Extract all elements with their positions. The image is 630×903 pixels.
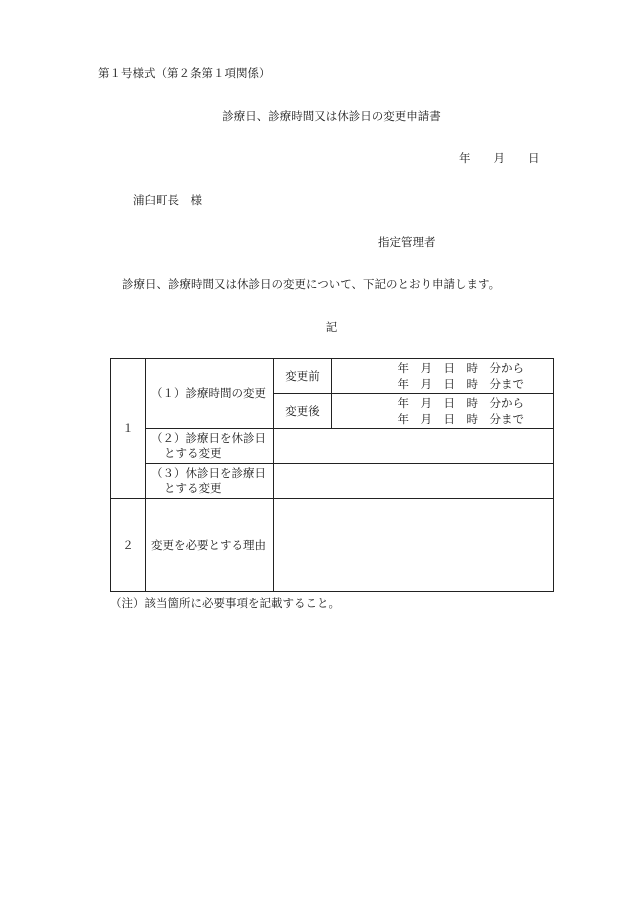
before-change-times <box>332 359 554 394</box>
holiday-to-day-entry-cell <box>274 464 554 499</box>
item-number-1: １ <box>111 359 146 499</box>
day-to-holiday-label <box>146 429 274 464</box>
table-row <box>111 464 554 499</box>
hours-change-label: （１）診療時間の変更 <box>146 359 274 429</box>
table-row <box>111 499 554 592</box>
body-text: 診療日、診療時間又は休診日の変更について、下記のとおり申請します。 <box>122 277 501 291</box>
reason-label: 変更を必要とする理由 <box>146 499 274 592</box>
table-row <box>111 359 554 394</box>
document-title: 診療日、診療時間又は休診日の変更申請書 <box>222 109 441 123</box>
holiday-to-day-line1: （３）休診日を診療日 <box>151 466 266 480</box>
day-to-holiday-line2: とする変更 <box>164 446 222 460</box>
after-change-times <box>332 394 554 429</box>
date-line: 年 月 日 <box>459 151 540 165</box>
holiday-to-day-label <box>146 464 274 499</box>
before-to-line: 年 月 日 時 分まで <box>397 377 524 391</box>
holiday-to-day-line2: とする変更 <box>164 481 222 495</box>
item-number-2: ２ <box>111 499 146 592</box>
reason-entry-cell <box>274 499 554 592</box>
ki-heading: 記 <box>325 320 338 334</box>
after-to-line: 年 月 日 時 分まで <box>397 412 524 426</box>
after-from-line: 年 月 日 時 分から <box>397 396 524 410</box>
before-from-line: 年 月 日 時 分から <box>397 361 524 375</box>
form-number: 第１号様式（第２条第１項関係） <box>98 66 271 80</box>
before-change-label: 変更前 <box>274 359 332 394</box>
application-table <box>110 358 554 592</box>
applicant-label: 指定管理者 <box>378 235 436 249</box>
table-row <box>111 429 554 464</box>
note-text: （注）該当箇所に必要事項を記載すること。 <box>110 596 340 610</box>
day-to-holiday-entry-cell <box>274 429 554 464</box>
addressee: 浦臼町長 様 <box>133 193 202 207</box>
after-change-label: 変更後 <box>274 394 332 429</box>
day-to-holiday-line1: （２）診療日を休診日 <box>151 431 266 445</box>
